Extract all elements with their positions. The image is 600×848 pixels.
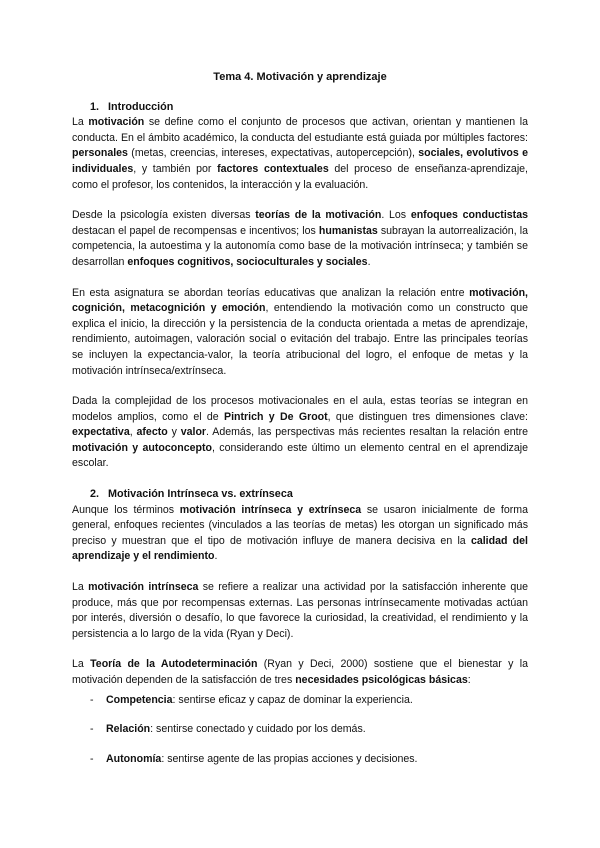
list-dash: - bbox=[90, 693, 94, 706]
list-item-text: : sentirse conectado y cuidado por los demás. bbox=[150, 723, 366, 736]
list-item-term: Autonomía bbox=[106, 752, 162, 765]
bold-term: calidad del aprendizaje y el rendimiento bbox=[72, 534, 528, 563]
section-1-paragraph-4: Dada la complejidad de los procesos motivacionales en el aula, estas teorías se integran en modelos amplios, como el de Pintrich y De Groot, que distinguen tres dimensiones clave: expectativa, afecto y valor. Además, las perspectivas más recientes resaltan la relación entre motivación y autoconcepto, considerando este último un elemento central en el aprendizaje escolar. bbox=[72, 395, 529, 470]
list-item bbox=[72, 722, 528, 738]
section-2-paragraph-3: La Teoría de la Autodeterminación (Ryan y Deci, 2000) sostiene que el bienestar y la motivación dependen de la satisfacción de tres necesidades psicológicas básicas: bbox=[72, 658, 529, 686]
section-1-paragraph-3: En esta asignatura se abordan teorías educativas que analizan la relación entre motivación, cognición, metacognición y emoción, entendiendo la motivación como un constructo que explica el inicio, la dirección y la persistencia de la conducta orientada a metas de aprendizaje, rendimiento, autoimagen, valoración social o evitación del trabajo. Entre las principales teorías se incluyen la expectancia-valor, la teoría atribucional del logro, el enfoque de metas y la motivación intrínseca/extrínseca. bbox=[72, 286, 528, 377]
section-1-paragraph-1: La motivación se define como el conjunto de procesos que activan, orientan y mantienen la conducta. En el ámbito académico, la conducta del estudiante está guiada por múltiples factores: personales (metas, creencias, intereses, expectativas, autopercepción), sociales, evolutivos e individuales, y también por factores contextuales del proceso de enseñanza-aprendizaje, como el profesor, los contenidos, la interacción y la evaluación. bbox=[72, 116, 529, 191]
bold-term: personales bbox=[72, 147, 128, 160]
section-2-paragraph-2: La motivación intrínseca se refiere a realizar una actividad por la satisfacción inherente que produce, más que por recompensas externas. Las personas intrínsecamente motivadas actúan por interés, diversión o desafío, lo que favorece la curiosidad, la creatividad, el rendimiento y la persistencia a lo largo de la vida (Ryan y Deci). bbox=[72, 581, 528, 640]
bold-term: motivación bbox=[88, 116, 145, 129]
section-1-paragraph-2: Desde la psicología existen diversas teorías de la motivación. Los enfoques conductistas destacan el papel de recompensas e incentivos; los humanistas subrayan la autorrealización, la competencia, la autoestima y la autonomía como base de la motivación intrínseca; y también se desarrollan enfoques cognitivos, socioculturales y sociales. bbox=[72, 209, 528, 268]
list-item bbox=[72, 752, 528, 768]
list-item-text: : sentirse eficaz y capaz de dominar la experiencia. bbox=[172, 693, 413, 706]
bold-term: expectativa bbox=[72, 426, 130, 439]
bold-term: enfoques cognitivos, socioculturales y sociales bbox=[127, 255, 368, 268]
bold-term: valor bbox=[180, 426, 207, 439]
list-item-term: Relación bbox=[106, 723, 151, 736]
bold-term: sociales, evolutivos e individuales bbox=[72, 147, 529, 175]
bold-term: motivación intrínseca bbox=[88, 581, 199, 594]
section-1-number: 1. bbox=[90, 100, 100, 113]
bold-term: motivación intrínseca y extrínseca bbox=[179, 503, 362, 516]
bold-term: enfoques conductistas bbox=[410, 209, 528, 222]
section-2-number: 2. bbox=[90, 488, 100, 501]
bold-term: afecto bbox=[136, 426, 168, 439]
document-title: Tema 4. Motivación y aprendizaje bbox=[213, 71, 387, 83]
section-2-title: Motivación Intrínseca vs. extrínseca bbox=[108, 488, 293, 501]
bold-term: motivación, cognición, metacognición y emoción bbox=[72, 286, 528, 315]
bold-term: necesidades psicológicas básicas bbox=[295, 674, 468, 686]
bold-term: motivación y autoconcepto bbox=[72, 441, 212, 454]
list-item-term: Competencia bbox=[106, 693, 173, 706]
section-1-title: Introducción bbox=[108, 100, 174, 113]
bold-term: teorías de la motivación bbox=[255, 209, 382, 222]
section-2-heading bbox=[72, 487, 528, 503]
bold-term: humanistas bbox=[318, 224, 378, 237]
section-1-heading bbox=[72, 100, 528, 116]
basic-needs-list bbox=[72, 693, 528, 768]
list-item-text: : sentirse agente de las propias acciones y decisiones. bbox=[161, 752, 418, 765]
list-item bbox=[72, 693, 528, 709]
list-dash: - bbox=[90, 752, 94, 765]
list-dash: - bbox=[90, 723, 94, 736]
section-2-paragraph-1: Aunque los términos motivación intrínseca y extrínseca se usaron inicialmente de forma general, enfoques recientes (vinculados a las teorías de metas) les otorgan un significado más preciso y muestran que el tipo de motivación influye de manera decisiva en la calidad del aprendizaje y el rendimiento. bbox=[72, 503, 528, 563]
bold-term: factores contextuales bbox=[217, 162, 329, 175]
bold-term: Pintrich y De Groot bbox=[224, 410, 328, 423]
bold-term: Teoría de la Autodeterminación bbox=[90, 658, 258, 671]
